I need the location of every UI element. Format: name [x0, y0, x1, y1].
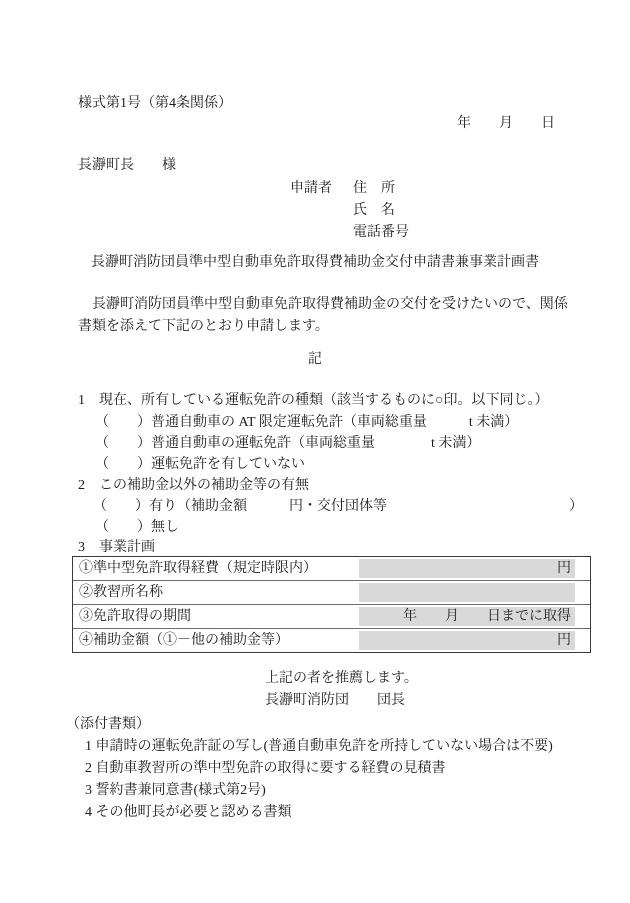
- section3-heading: 3 事業計画: [78, 540, 155, 555]
- phone-label: 電話番号: [353, 225, 409, 240]
- recommendation-statement: 上記の者を推薦します。: [265, 671, 418, 686]
- applicant-label: 申請者: [290, 181, 332, 196]
- table-row-label: ③免許取得の期間: [79, 609, 191, 624]
- section1-heading: 1 現在、所有している運転免許の種類（該当するものに○印。以下同じ。）: [78, 393, 549, 408]
- table-row-label: ②教習所名称: [79, 585, 163, 600]
- table-row-license-cost: [73, 557, 590, 580]
- school-name-field[interactable]: [359, 583, 575, 602]
- ki-marker: 記: [308, 352, 322, 367]
- attachment-item-1: 1 申請時の運転免許証の写し(普通自動車免許を所持していない場合は不要): [85, 739, 553, 754]
- body-paragraph-line2: 書類を添えて下記のとおり申請します。: [78, 319, 329, 334]
- attachment-item-4: 4 その他町長が必要と認める書類: [85, 805, 292, 820]
- address-label: 住 所: [353, 181, 395, 196]
- table-row-label: ④補助金額（①－他の補助金等）: [79, 633, 289, 648]
- name-label: 氏 名: [353, 203, 395, 218]
- table-row-acquisition-period: [73, 604, 590, 628]
- table-row-label: ①準中型免許取得経費（規定時限内）: [79, 561, 317, 576]
- recommendation-signer: 長瀞町消防団 団長: [265, 693, 405, 708]
- section1-option-no-license: （ ）運転免許を有していない: [95, 457, 305, 472]
- section1-option-regular-license: （ ）普通自動車の運転免許（車両総重量 t 未満）: [95, 436, 481, 451]
- body-paragraph-line1: 長瀞町消防団員準中型自動車免許取得費補助金の交付を受けたいので、関係: [78, 297, 568, 312]
- section2-heading: 2 この補助金以外の補助金等の有無: [78, 478, 309, 493]
- form-number-label: 様式第1号（第4条関係）: [78, 96, 232, 111]
- section1-option-at-license: （ ）普通自動車の AT 限定運転免許（車両総重量 t 未満）: [95, 415, 519, 430]
- table-row-school-name: [73, 580, 590, 604]
- document-title: 長瀞町消防団員準中型自動車免許取得費補助金交付申請書兼事業計画書: [91, 255, 539, 270]
- acquisition-period-field[interactable]: 年 月 日までに取得: [359, 607, 575, 626]
- section2-option-no: （ ）無し: [95, 520, 179, 535]
- attachment-item-2: 2 自動車教習所の準中型免許の取得に要する経費の見積書: [85, 761, 446, 776]
- table-row-subsidy-amount: [73, 628, 590, 652]
- attachments-heading: （添付書類）: [66, 717, 150, 732]
- section2-option-yes: （ ）有り（補助金額 円・交付団体等 ）: [93, 499, 583, 514]
- license-cost-field[interactable]: 円: [359, 559, 575, 578]
- attachment-item-3: 3 誓約書兼同意書(様式第2号): [85, 783, 266, 798]
- addressee-line: 長瀞町長 様: [78, 158, 176, 173]
- date-line: 年 月 日: [457, 116, 555, 131]
- business-plan-table: [72, 556, 591, 653]
- subsidy-amount-field[interactable]: 円: [359, 631, 575, 650]
